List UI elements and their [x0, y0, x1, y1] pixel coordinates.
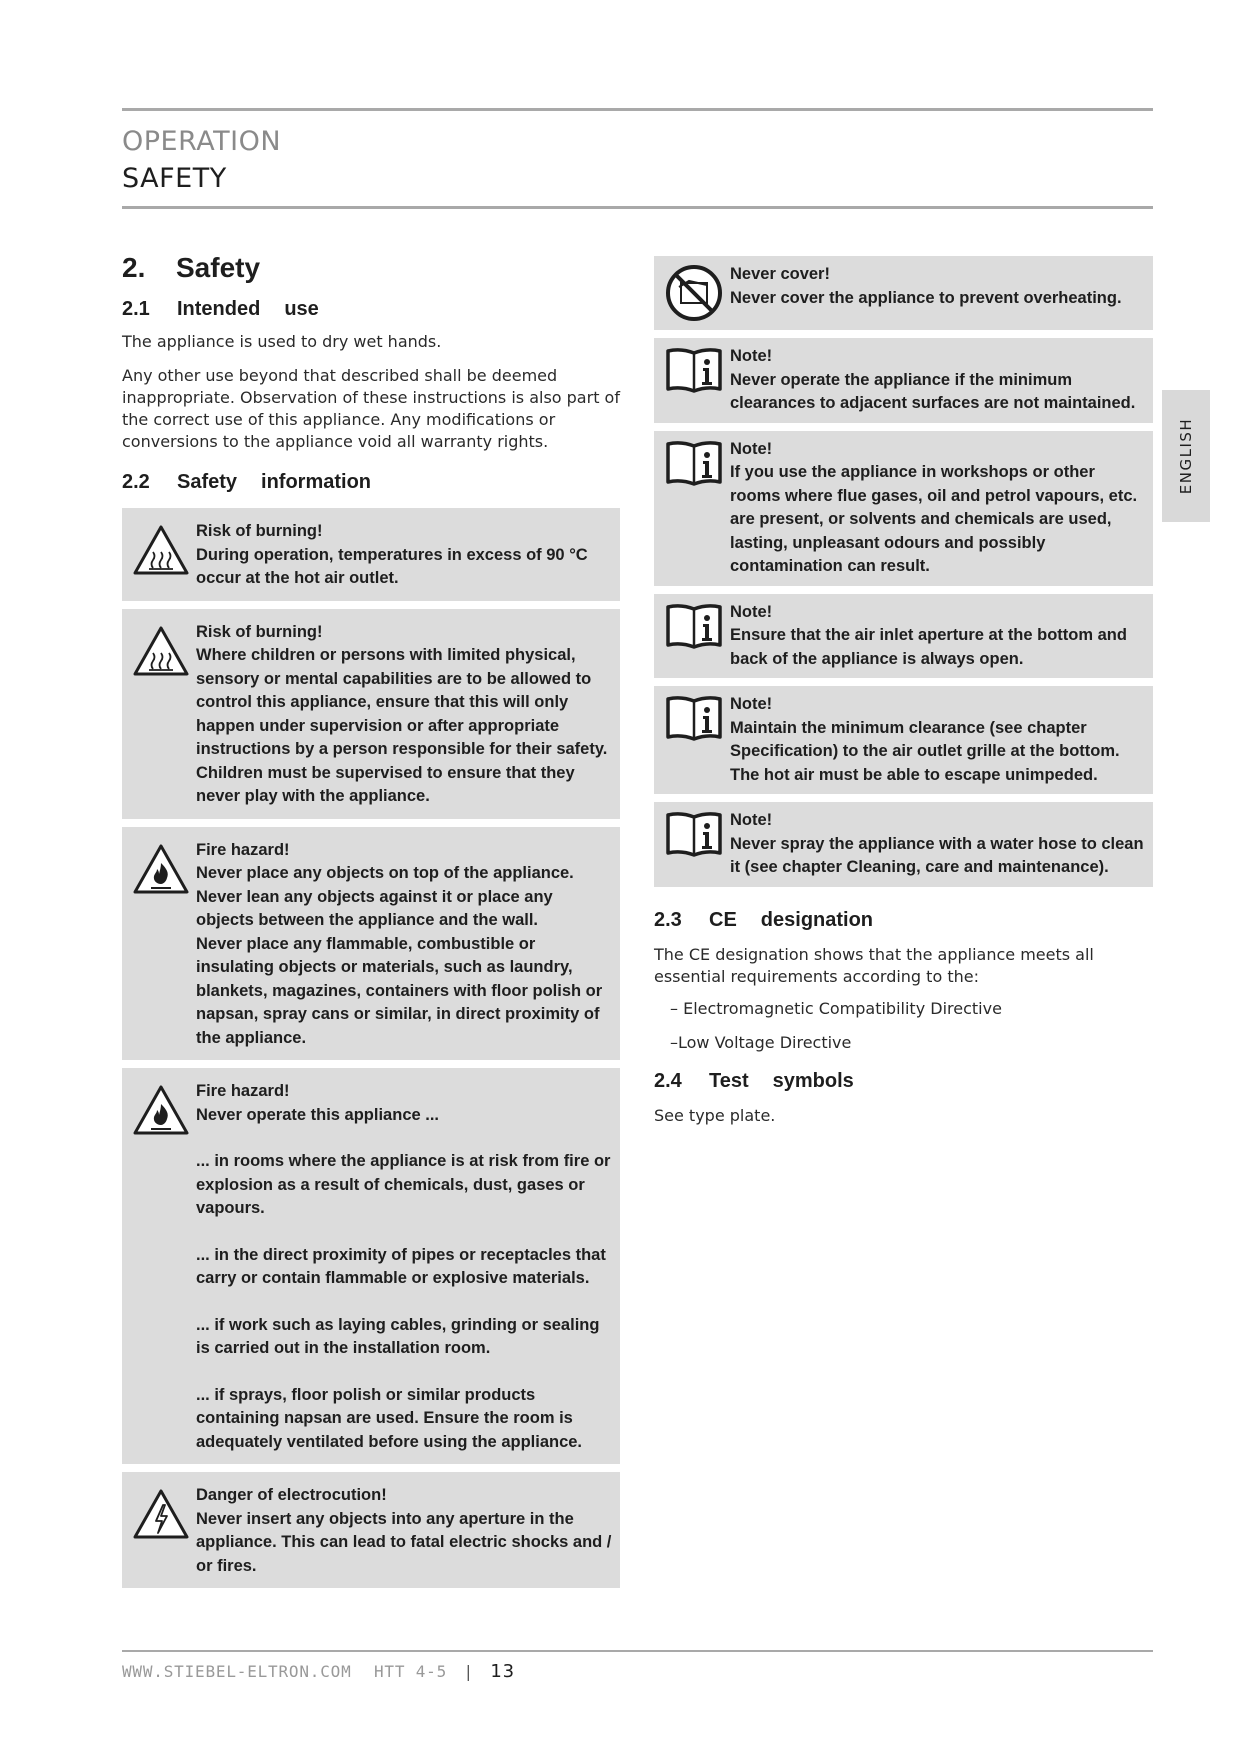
header-section: OPERATION	[122, 126, 282, 157]
note-box-min-clearance: Note! Maintain the minimum clearance (see chapter Specification) to the air outlet grille at the bottom. The hot air must be able to escape unimpeded.	[654, 686, 1153, 794]
list-item: –Low Voltage Directive	[670, 1032, 852, 1052]
note-box-workshops: Note! If you use the appliance in workshops or other rooms where flue gases, oil and petrol vapours, etc. are present, or solvents and chemicals are used, lasting, unpleasant odours and possibly contamination can result.	[654, 431, 1153, 586]
info-manual-icon	[658, 345, 730, 416]
paragraph-intended-use: The appliance is used to dry wet hands.	[122, 332, 442, 351]
paragraph-test-symbols: See type plate.	[654, 1105, 776, 1125]
paragraph-ce-designation: The CE designation shows that the appliance meets all essential requirements according to the:	[654, 944, 1094, 986]
info-manual-icon	[658, 601, 730, 672]
fire-warning-icon	[126, 1080, 196, 1454]
section-heading: 2. Safety	[122, 252, 261, 283]
subsection-heading-2-3: 2.3 CE designation	[654, 908, 874, 931]
note-box-water-hose: Note! Never spray the appliance with a water hose to clean it (see chapter Cleaning, care and maintenance).	[654, 802, 1153, 887]
page-number: 13	[490, 1661, 515, 1682]
right-column	[654, 256, 1153, 1127]
warning-box-burning-2: Risk of burning! Where children or persons with limited physical, sensory or mental capabilities are to be allowed to control this appliance, ensure that this will only happen under supervision or after appropriate instructions by a person responsible for their safety. Children must be supervised to ensure that they never play with the appliance.	[122, 609, 620, 819]
info-manual-icon	[658, 693, 730, 787]
language-tab: ENGLISH	[1162, 390, 1210, 522]
warning-box-burning-1: Risk of burning! During operation, temperatures in excess of 90 °C occur at the hot air outlet.	[122, 508, 620, 601]
warning-box-electrocution: Danger of electrocution! Never insert any objects into any aperture in the appliance. This can lead to fatal electric shocks and / or fires.	[122, 1472, 620, 1588]
hot-surface-warning-icon	[126, 520, 196, 591]
subsection-heading-2-4: 2.4 Test symbols	[654, 1069, 854, 1092]
footer-separator: |	[463, 1662, 474, 1681]
subsection-heading-2-2: 2.2 Safety information	[122, 471, 372, 493]
left-column	[122, 252, 620, 1596]
no-covering-prohibition-icon	[658, 263, 730, 323]
footer-model: HTT 4-5	[373, 1662, 447, 1681]
fire-warning-icon	[126, 839, 196, 1051]
paragraph-inappropriate-use: Any other use beyond that described shall be deemed inappropriate. Observation of these instructions is also part of the correct use of this appliance. Any modifications or conversions to the appliance void all warranty rights.	[122, 366, 620, 451]
header-top-rule	[122, 108, 1153, 111]
info-manual-icon	[658, 809, 730, 880]
warning-box-fire-1: Fire hazard! Never place any objects on top of the appliance. Never lean any objects against it or place any objects between the appliance and the wall. Never place any flammable, combustible or insulating objects or materials, such as laundry, blankets, magazines, containers with floor polish or napsan, spray cans or similar, in direct proximity of the appliance.	[122, 827, 620, 1061]
header-subsection: SAFETY	[122, 163, 227, 194]
warning-box-fire-2: Fire hazard! Never operate this appliance ... ... in rooms where the appliance is at risk from fire or explosion as a result of chemicals, dust, gases or vapours. ... in the direct proximity of pipes or receptacles that carry or contain flammable or explosive materials. ... if work such as laying cables, grinding or sealing is carried out in the installation room. ... if sprays, floor polish or similar products containing napsan are used. Ensure the room is adequately ventilated before using the appliance.	[122, 1068, 620, 1464]
footer-website: WWW.STIEBEL-ELTRON.COM	[122, 1662, 352, 1681]
info-manual-icon	[658, 438, 730, 579]
list-item: – Electromagnetic Compatibility Directive	[670, 998, 1002, 1018]
subsection-heading-2-1: 2.1 Intended use	[122, 298, 319, 320]
note-box-air-inlet: Note! Ensure that the air inlet aperture at the bottom and back of the appliance is always open.	[654, 594, 1153, 679]
footer	[122, 1661, 515, 1682]
note-box-clearances: Note! Never operate the appliance if the minimum clearances to adjacent surfaces are not maintained.	[654, 338, 1153, 423]
note-box-never-cover: Never cover! Never cover the appliance to prevent overheating.	[654, 256, 1153, 330]
electric-shock-warning-icon	[126, 1484, 196, 1578]
footer-rule	[122, 1650, 1153, 1652]
hot-surface-warning-icon	[126, 621, 196, 809]
header-bottom-rule	[122, 206, 1153, 209]
